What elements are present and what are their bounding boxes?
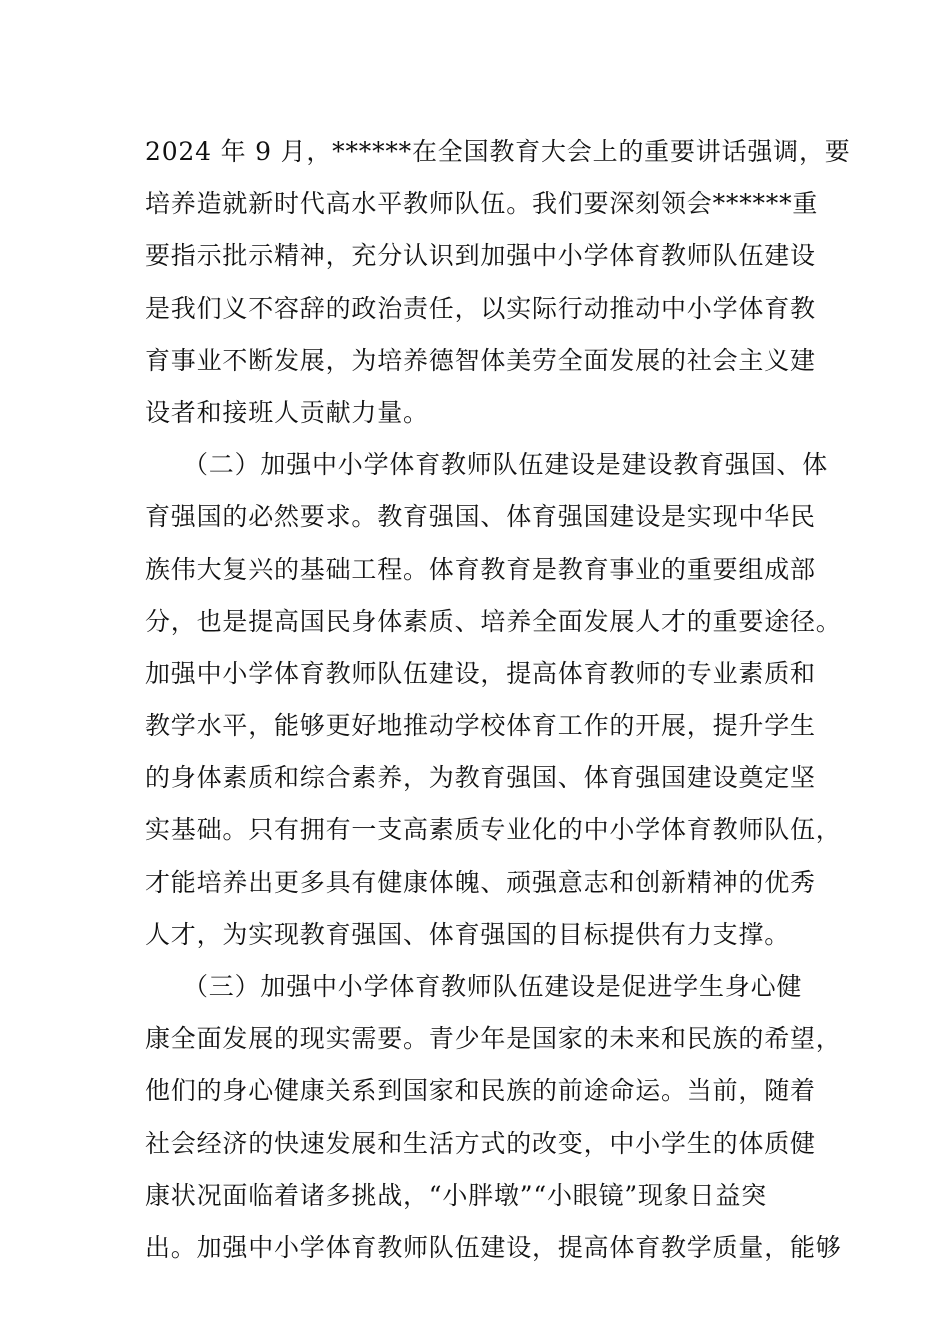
text-line: 族伟大复兴的基础工程。体育教育是教育事业的重要组成部: [145, 554, 816, 584]
text-line: 培养造就新时代高水平教师队伍。我们要深刻领会******重: [145, 189, 819, 219]
text-line: 2024 年 9 月，******在全国教育大会上的重要讲话强调，要: [145, 137, 851, 166]
text-line: 育事业不断发展，为培养德智体美劳全面发展的社会主义建: [145, 345, 816, 375]
text-line: 出。加强中小学体育教师队伍建设，提高体育教学质量，能够: [145, 1232, 842, 1262]
text-line: 康状况面临着诸多挑战，“小胖墩”“小眼镜”现象日益突: [145, 1180, 767, 1210]
text-line: 分，也是提高国民身体素质、培养全面发展人才的重要途径。: [145, 606, 842, 636]
text-line: 康全面发展的现实需要。青少年是国家的未来和民族的希望，: [145, 1024, 842, 1054]
text-line: 育强国的必然要求。教育强国、体育强国建设是实现中华民: [145, 502, 816, 532]
text-line: 设者和接班人贡献力量。: [145, 397, 429, 427]
text-line: 他们的身心健康关系到国家和民族的前途命运。当前，随着: [145, 1076, 816, 1106]
text-line: 才能培养出更多具有健康体魄、顽强意志和创新精神的优秀: [145, 867, 816, 897]
text-line: 要指示批示精神，充分认识到加强中小学体育教师队伍建设: [145, 241, 816, 271]
document-body: [145, 126, 851, 1274]
text-line: 的身体素质和综合素养，为教育强国、体育强国建设奠定坚: [145, 763, 816, 793]
text-line: 社会经济的快速发展和生活方式的改变，中小学生的体质健: [145, 1128, 816, 1158]
text-line: 教学水平，能够更好地推动学校体育工作的开展，提升学生: [145, 711, 816, 741]
text-line: 实基础。只有拥有一支高素质专业化的中小学体育教师队伍，: [145, 815, 842, 845]
section-heading-line: （三）加强中小学体育教师队伍建设是促进学生身心健: [183, 972, 803, 1001]
section-heading-line: （二）加强中小学体育教师队伍建设是建设教育强国、体: [183, 450, 829, 480]
text-line: 人才，为实现教育强国、体育强国的目标提供有力支撑。: [145, 919, 791, 949]
text-line: 加强中小学体育教师队伍建设，提高体育教师的专业素质和: [145, 658, 816, 688]
text-line: 是我们义不容辞的政治责任，以实际行动推动中小学体育教: [145, 293, 816, 323]
